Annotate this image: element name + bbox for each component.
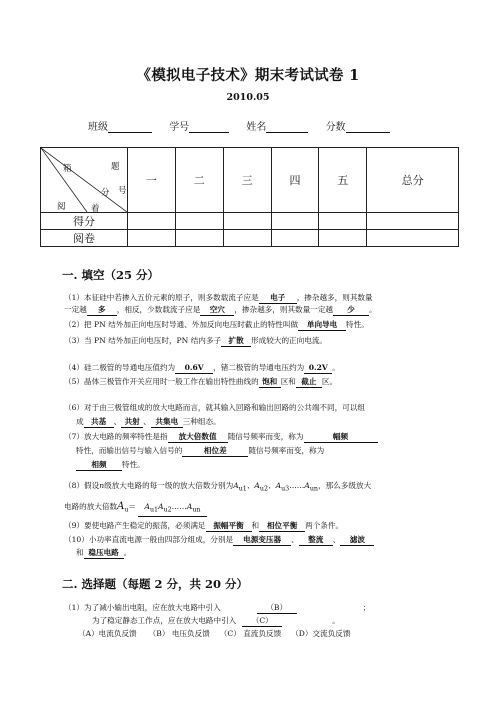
question-line: （6）对于由三极管组成的放大电路而言，就其输入回路和输出回路的公共端不同，可以组	[64, 403, 365, 412]
score-row	[41, 213, 459, 230]
answer-blank: 振幅平衡	[206, 521, 252, 532]
column-header: 总分	[367, 148, 459, 213]
choice-options-line	[78, 629, 350, 639]
answer-blank: 单向导电	[298, 320, 346, 331]
question-line: 特性，而输出信号与输入信号的 相位差 随信号频率而变，称为	[76, 446, 325, 455]
class-blank[interactable]	[108, 121, 152, 133]
score-cell[interactable]	[223, 213, 271, 230]
score-table	[40, 147, 459, 247]
answer-blank: 电源变压器	[233, 535, 291, 546]
option-d[interactable]: （D）交流负反馈	[291, 629, 351, 638]
reviewer-cell[interactable]	[223, 230, 271, 247]
answer-blank: 共集电	[151, 417, 183, 428]
corner-char: 号	[118, 186, 127, 196]
answer-blank: 滤波	[340, 535, 374, 546]
option-a[interactable]: （A）电流负反馈	[78, 629, 137, 638]
answer-blank: 截止	[296, 377, 322, 388]
score-blank[interactable]	[346, 121, 390, 133]
question-line: （2）把 PN 结外加正向电压时导通、外加反向电压时截止的特性叫做 单向导电 特性。	[64, 320, 369, 329]
score-label: 分数	[325, 122, 346, 133]
score-cell[interactable]	[128, 213, 176, 230]
question-line: （3）当 PN 结外加正向电压时，PN 结内多子 扩散 形成较大的正向电流。	[64, 336, 328, 345]
answer-blank: 幅频	[304, 432, 378, 443]
score-table-header-row	[41, 148, 459, 213]
name-blank[interactable]	[266, 121, 308, 133]
corner-char: 箱	[63, 164, 72, 174]
answer-blank: （C）	[242, 616, 282, 627]
column-header: 五	[319, 148, 367, 213]
question-line: （5）晶体三极管作开关应用时一般工作在输出特性曲线的 饱和 区和 截止 区。	[64, 377, 338, 386]
answer-blank: 整流	[299, 535, 333, 546]
answer-blank: 扩散	[221, 336, 251, 347]
question-line: （8）假设n级放大电路的每一级的放大倍数分别为$A_{u1}$、$A_{u2}$、$A_{u3}\dots\dots A_{un}$，那么多级放大	[64, 481, 372, 493]
column-header: 二	[175, 148, 223, 213]
corner-char: 分	[101, 188, 110, 198]
class-label: 班级	[88, 122, 108, 133]
option-c[interactable]: （C） 直流负反馈	[219, 629, 282, 638]
answer-blank: 少	[333, 305, 369, 316]
reviewer-cell[interactable]	[319, 230, 367, 247]
question-line: （7）放大电路的频率特性是指 放大倍数值 随信号频率而变，称为 幅频	[64, 432, 378, 443]
score-cell[interactable]	[367, 213, 459, 230]
answer-blank: 相频	[76, 460, 122, 471]
student-info-line	[88, 118, 390, 133]
exam-date: 2010.05	[226, 92, 270, 103]
student-id-blank[interactable]	[189, 121, 229, 133]
question-line: 一定越 多 ，相反，少数载流子应是 空穴 ，掺杂越多，则其数量一定越 少 。	[64, 305, 377, 314]
question-line: （10）小功率直流电源一般由四部分组成，分别是 电源变压器 、 整流 、 滤波	[64, 535, 374, 546]
reviewer-cell[interactable]	[271, 230, 319, 247]
column-header: 一	[128, 148, 176, 213]
score-cell[interactable]	[271, 213, 319, 230]
answer-blank: 共射	[121, 417, 143, 428]
answer-blank: 0.6V	[175, 363, 213, 374]
question-line: （1）本征硅中若掺入五价元素的原子，则多数载流子应是 电子 ，掺杂越多，则其数量	[64, 293, 373, 302]
answer-blank: （B）	[257, 603, 297, 614]
question-line: 和 稳压电路 。	[76, 548, 132, 557]
score-cell[interactable]	[319, 213, 367, 230]
row-header: 得分	[41, 213, 128, 230]
question-line: （4）硅二极管的导通电压值约为 0.6V ，锗二极管的导通电压约为 0.2V 。	[64, 363, 340, 372]
exam-title: 《模拟电子技术》期末考试试卷 1	[136, 67, 360, 84]
corner-diagonal-lines	[41, 148, 127, 212]
reviewer-cell[interactable]	[175, 230, 223, 247]
column-header: 四	[271, 148, 319, 213]
product-formula: $A_{u1}A_{u2}\dots\dots A_{un}$	[138, 502, 206, 517]
question-line: （9）要使电路产生稳定的振荡，必须满足 振幅平衡 和 相位平衡 两个条件。	[64, 521, 344, 530]
reviewer-row	[41, 230, 459, 247]
answer-blank: 电子	[259, 293, 297, 304]
section-heading-fill-blank: 一. 填空（25 分）	[62, 268, 160, 282]
question-line: 电路的放大倍数$A_u=$ $A_{u1}A_{u2}\dots\dots A_{un}$	[64, 502, 207, 517]
corner-char: 题	[111, 162, 120, 172]
answer-blank: 相位差	[182, 446, 248, 457]
reviewer-cell[interactable]	[367, 230, 459, 247]
question-line: 相频 特性。	[76, 460, 145, 471]
answer-blank: 空穴	[200, 305, 234, 316]
corner-char: 阅	[57, 202, 66, 212]
question-line: 成 共基 、 共射 、 共集电 三种组态。	[76, 417, 221, 426]
row-header: 阅卷	[41, 230, 128, 247]
answer-blank: 0.2V	[304, 363, 332, 374]
answer-blank: 共基	[84, 417, 114, 428]
answer-blank: 饱和	[259, 377, 281, 388]
student-id-label: 学号	[169, 122, 190, 133]
option-b[interactable]: （B） 电压负反馈	[148, 629, 210, 638]
question-line: （1）为了减小输出电阻，应在放大电路中引入 （B） ；	[64, 603, 371, 612]
name-label: 姓名	[246, 122, 267, 133]
question-line: 为了稳定静态工作点，应在放大电路中引入 （C） 。	[92, 616, 340, 625]
answer-blank: 相位平衡	[259, 521, 305, 532]
section-heading-multiple-choice: 二. 选择题（每题 2 分，共 20 分）	[62, 577, 249, 591]
diagonal-corner-cell	[41, 148, 128, 213]
reviewer-cell[interactable]	[128, 230, 176, 247]
answer-blank: 多	[87, 305, 117, 316]
answer-blank: 稳压电路	[84, 548, 124, 559]
column-header: 三	[223, 148, 271, 213]
corner-char: 着	[91, 204, 100, 214]
score-cell[interactable]	[175, 213, 223, 230]
answer-blank: 放大倍数值	[168, 432, 228, 443]
